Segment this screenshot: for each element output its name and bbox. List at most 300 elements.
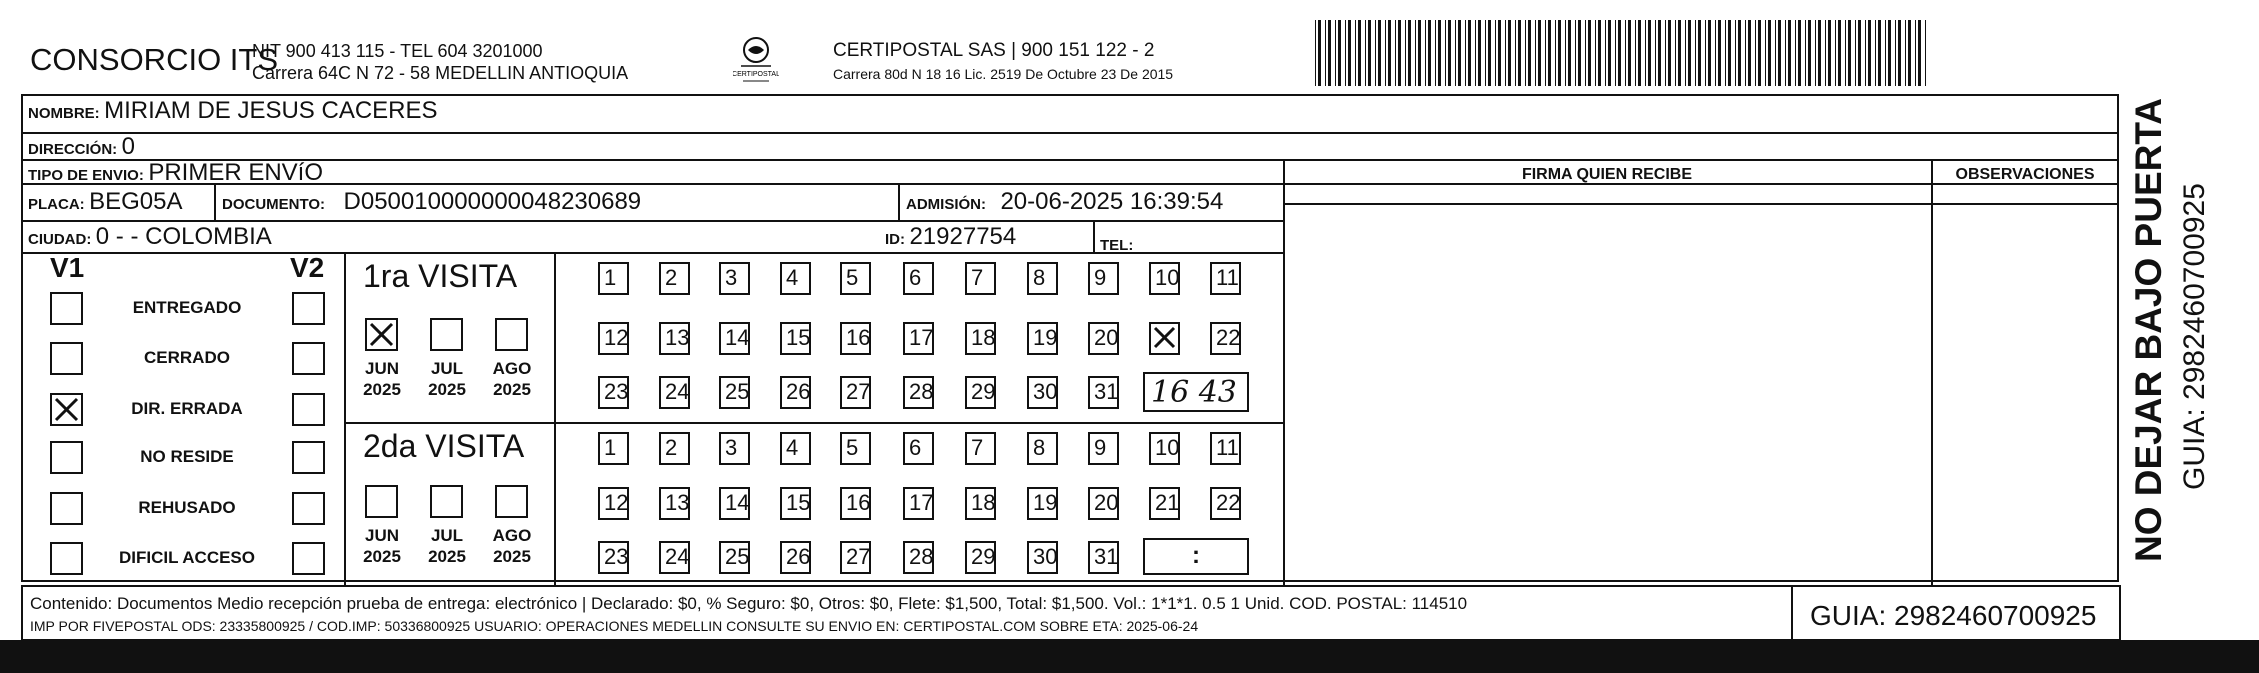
direccion-value: 0 [121, 133, 135, 160]
v2-checkbox[interactable] [292, 542, 325, 575]
barcode-bar [1745, 20, 1746, 86]
day-number: 21 [1155, 490, 1180, 515]
day-number: 27 [846, 544, 871, 569]
barcode-bar [1465, 20, 1466, 86]
day-number: 5 [846, 435, 859, 460]
documento-value: D050010000000048230689 [343, 188, 642, 215]
v1-checkbox[interactable] [50, 542, 83, 575]
divider [554, 252, 556, 585]
barcode-bar [1778, 20, 1781, 86]
day-number: 27 [846, 379, 871, 404]
barcode-bar [1715, 20, 1716, 86]
day-box[interactable] [840, 322, 871, 355]
month-checkbox[interactable] [430, 485, 463, 518]
barcode-bar [1735, 20, 1736, 86]
day-box[interactable] [1149, 322, 1180, 355]
day-box[interactable] [1149, 432, 1180, 465]
month-checkbox[interactable] [365, 485, 398, 518]
day-box[interactable] [840, 432, 871, 465]
id-field [885, 223, 1016, 251]
admision-label: ADMISIÓN: [906, 196, 986, 213]
day-number: 3 [725, 265, 738, 290]
day-number: 18 [971, 325, 996, 350]
admision-field [906, 188, 1223, 216]
day-box[interactable] [1210, 487, 1241, 520]
barcode-bar [1788, 20, 1791, 86]
barcode-bar [1765, 20, 1766, 86]
day-number: 9 [1094, 265, 1107, 290]
day-number: 26 [786, 544, 811, 569]
day-box[interactable] [965, 432, 996, 465]
visit2-time: : [1192, 542, 1200, 569]
barcode-bar [1338, 20, 1341, 86]
divider [21, 585, 2119, 587]
barcode-bar [1515, 20, 1516, 86]
barcode-bar [1318, 20, 1321, 86]
day-box[interactable] [1149, 487, 1180, 520]
month-label: JUN 2025 [363, 359, 401, 399]
barcode-bar [1725, 20, 1726, 86]
barcode-bar [1625, 20, 1626, 86]
day-number: 1 [604, 265, 617, 290]
day-box[interactable] [965, 322, 996, 355]
barcode-bar [1685, 20, 1686, 86]
barcode-bar [1568, 20, 1571, 86]
barcode-bar [1695, 20, 1696, 86]
day-number: 2 [665, 265, 678, 290]
tipo-row [28, 159, 323, 187]
barcode-bar [1895, 20, 1896, 86]
status-label: REHUSADO [138, 498, 236, 517]
barcode-bar [1755, 20, 1756, 86]
barcode-bar [1838, 20, 1841, 86]
day-box[interactable] [598, 262, 629, 295]
day-box[interactable] [903, 541, 934, 574]
barcode-bar [1348, 20, 1351, 86]
ciudad-label: CIUDAD: [28, 231, 92, 248]
v2-checkbox[interactable] [292, 393, 325, 426]
x-mark-icon [367, 320, 396, 349]
barcode-bar [1415, 20, 1416, 86]
day-number: 29 [971, 379, 996, 404]
barcode-bar [1635, 20, 1636, 86]
day-box[interactable] [1027, 432, 1058, 465]
visit1-time: 16 43 [1151, 375, 1237, 410]
company-info [252, 40, 628, 84]
v1-checkbox[interactable] [50, 441, 83, 474]
barcode-bar [1525, 20, 1526, 86]
day-number: 8 [1033, 265, 1046, 290]
v2-checkbox[interactable] [292, 292, 325, 325]
logo-text: CERTIPOSTAL [733, 71, 779, 78]
day-number: 31 [1094, 544, 1119, 569]
barcode-bar [1425, 20, 1426, 86]
barcode-bar [1808, 20, 1811, 86]
divider [21, 585, 23, 639]
barcode-bar [1408, 20, 1411, 86]
day-box[interactable] [780, 487, 811, 520]
day-box[interactable] [965, 376, 996, 409]
day-box[interactable] [719, 487, 750, 520]
barcode-bar [1668, 20, 1671, 86]
barcode-bar [1475, 20, 1476, 86]
day-number: 15 [786, 490, 811, 515]
day-box[interactable] [659, 262, 690, 295]
day-box[interactable] [780, 262, 811, 295]
barcode-bar [1405, 20, 1406, 86]
barcode-bar [1485, 20, 1486, 86]
day-box[interactable] [965, 541, 996, 574]
day-number: 25 [725, 379, 750, 404]
certipostal-logo-icon [733, 32, 779, 86]
barcode-bar [1628, 20, 1631, 86]
direccion-label: DIRECCIÓN: [28, 141, 118, 158]
day-number: 20 [1094, 490, 1119, 515]
day-box[interactable] [719, 322, 750, 355]
barcode-bar [1835, 20, 1836, 86]
day-box[interactable] [840, 487, 871, 520]
v2-checkbox[interactable] [292, 441, 325, 474]
barcode-bar [1445, 20, 1446, 86]
barcode-bar [1655, 20, 1656, 86]
day-number: 30 [1033, 379, 1058, 404]
month-checkbox[interactable] [495, 485, 528, 518]
barcode-bar [1915, 20, 1916, 86]
day-box[interactable] [1088, 541, 1119, 574]
day-box[interactable] [840, 262, 871, 295]
day-box[interactable] [1088, 262, 1119, 295]
barcode-bar [1368, 20, 1371, 86]
day-number: 28 [909, 544, 934, 569]
barcode-bar [1365, 20, 1366, 86]
barcode-bar [1555, 20, 1556, 86]
barcode-bar [1565, 20, 1566, 86]
documento-field [222, 188, 641, 216]
barcode-bar [1375, 20, 1376, 86]
day-number: 29 [971, 544, 996, 569]
barcode-bar [1615, 20, 1616, 86]
carrier-address: Carrera 80d N 18 16 Lic. 2519 De Octubre 23 De 2015 [833, 66, 1174, 82]
id-label: ID: [885, 231, 905, 248]
day-box[interactable] [659, 487, 690, 520]
barcode-bar [1378, 20, 1381, 86]
day-number: 2 [665, 435, 678, 460]
day-box[interactable] [1210, 322, 1241, 355]
month-label: AGO 2025 [492, 359, 532, 399]
barcode-bar [1665, 20, 1666, 86]
day-box[interactable] [598, 541, 629, 574]
day-box[interactable] [598, 432, 629, 465]
barcode-bar [1428, 20, 1431, 86]
day-box[interactable] [965, 487, 996, 520]
day-box[interactable] [719, 432, 750, 465]
day-number: 25 [725, 544, 750, 569]
barcode-bar [1585, 20, 1586, 86]
day-box[interactable] [1027, 541, 1058, 574]
divider [1283, 160, 1285, 585]
day-number: 6 [909, 265, 922, 290]
barcode-bar [1518, 20, 1521, 86]
tel-label: TEL: [1100, 237, 1134, 254]
status-label: ENTREGADO [132, 298, 242, 317]
day-box[interactable] [780, 541, 811, 574]
day-number: 1 [604, 435, 617, 460]
barcode-bar [1448, 20, 1451, 86]
barcode-bar [1335, 20, 1336, 86]
barcode-bar [1588, 20, 1591, 86]
barcode-bar [1775, 20, 1776, 86]
day-box[interactable] [840, 376, 871, 409]
day-box[interactable] [1027, 487, 1058, 520]
barcode-bar [1495, 20, 1496, 86]
side-guia: GUIA: 2982460700925 [2178, 183, 2211, 490]
footer-print-info: IMP POR FIVEPOSTAL ODS: 23335800925 / COD.IMP: 50336800925 USUARIO: OPERACIONES MEDELLIN CONSULTE SU ENVIO EN: CERTIPOSTAL.COM SOBRE ETA: 2025-06-24 [30, 618, 1199, 634]
day-box[interactable] [840, 541, 871, 574]
day-number: 3 [725, 435, 738, 460]
barcode-bar [1825, 20, 1826, 86]
barcode-bar [1358, 20, 1361, 86]
day-box[interactable] [659, 322, 690, 355]
day-box[interactable] [965, 262, 996, 295]
divider [21, 159, 2119, 161]
month-label: JUN 2025 [363, 526, 401, 566]
day-number: 7 [971, 435, 984, 460]
day-box[interactable] [1027, 376, 1058, 409]
day-box[interactable] [1027, 322, 1058, 355]
divider [1093, 220, 1095, 252]
day-number: 4 [786, 265, 799, 290]
barcode-bar [1608, 20, 1611, 86]
day-box[interactable] [719, 541, 750, 574]
day-number: 17 [909, 325, 934, 350]
v1-checkbox[interactable] [50, 292, 83, 325]
barcode [1315, 20, 1931, 86]
barcode-bar [1328, 20, 1331, 86]
day-number: 7 [971, 265, 984, 290]
v2-checkbox[interactable] [292, 492, 325, 525]
day-number: 31 [1094, 379, 1119, 404]
documento-label: DOCUMENTO: [222, 196, 326, 213]
placa-value: BEG05A [89, 188, 183, 215]
barcode-bar [1345, 20, 1346, 86]
divider [2119, 585, 2121, 639]
barcode-bar [1395, 20, 1396, 86]
nombre-row [28, 97, 438, 125]
tipo-value: PRIMER ENVíO [148, 159, 324, 186]
barcode-bar [1595, 20, 1596, 86]
day-box[interactable] [903, 487, 934, 520]
v1-checkbox[interactable] [50, 393, 83, 426]
visit1-time-box[interactable] [1143, 372, 1249, 412]
barcode-bar [1918, 20, 1921, 86]
barcode-bar [1648, 20, 1651, 86]
barcode-bar [1805, 20, 1806, 86]
day-number: 16 [846, 325, 871, 350]
day-number: 22 [1216, 490, 1241, 515]
day-number: 24 [665, 544, 690, 569]
day-box[interactable] [659, 541, 690, 574]
observaciones-header: OBSERVACIONES [1955, 166, 2095, 183]
barcode-bar [1545, 20, 1546, 86]
visit2-title: 2da VISITA [363, 428, 525, 464]
day-number: 11 [1216, 435, 1239, 460]
divider [1283, 203, 2119, 205]
barcode-bar [1885, 20, 1886, 86]
barcode-bar [1688, 20, 1691, 86]
day-number: 23 [604, 544, 629, 569]
barcode-bar [1875, 20, 1876, 86]
bottom-edge [0, 640, 2259, 673]
barcode-bar [1575, 20, 1576, 86]
day-box[interactable] [780, 322, 811, 355]
visit1-title: 1ra VISITA [363, 258, 518, 294]
status-label: DIFICIL ACCESO [118, 548, 255, 567]
divider [898, 183, 900, 220]
day-number: 14 [725, 490, 750, 515]
barcode-bar [1908, 20, 1911, 86]
barcode-bar [1458, 20, 1461, 86]
day-number: 30 [1033, 544, 1058, 569]
day-box[interactable] [903, 432, 934, 465]
barcode-bar [1858, 20, 1861, 86]
barcode-bar [1315, 20, 1316, 86]
day-number: 22 [1216, 325, 1241, 350]
firma-header: FIRMA QUIEN RECIBE [1521, 166, 1693, 183]
day-box[interactable] [659, 376, 690, 409]
day-number: 15 [786, 325, 811, 350]
barcode-bar [1558, 20, 1561, 86]
day-number: 12 [604, 490, 629, 515]
barcode-bar [1398, 20, 1401, 86]
barcode-bar [1888, 20, 1891, 86]
barcode-bar [1638, 20, 1641, 86]
month-label: AGO 2025 [492, 526, 532, 566]
barcode-bar [1355, 20, 1356, 86]
divider [344, 252, 346, 585]
footer-contents: Contenido: Documentos Medio recepción prueba de entrega: electrónico | Declarado: $0, % Seguro: $0, Otros: $0, Flete: $1,500, Total: $1,500. Vol.: 1*1*1. 0.5 1 Unid. COD. POSTAL: 114510 [30, 594, 1468, 613]
day-box[interactable] [1088, 487, 1119, 520]
company-address: Carrera 64C N 72 - 58 MEDELLIN ANTIOQUIA [252, 63, 629, 83]
status-label: NO RESIDE [140, 447, 234, 466]
day-box[interactable] [1210, 432, 1241, 465]
barcode-bar [1385, 20, 1386, 86]
day-box[interactable] [1088, 376, 1119, 409]
id-value: 21927754 [909, 223, 1017, 250]
barcode-bar [1848, 20, 1851, 86]
barcode-bar [1905, 20, 1906, 86]
day-box[interactable] [659, 432, 690, 465]
barcode-bar [1865, 20, 1866, 86]
barcode-bar [1658, 20, 1661, 86]
divider [344, 422, 1283, 424]
day-number: 13 [665, 325, 690, 350]
v2-checkbox[interactable] [292, 342, 325, 375]
divider [1931, 160, 1933, 585]
barcode-bar [1878, 20, 1881, 86]
barcode-bar [1815, 20, 1816, 86]
day-box[interactable] [903, 376, 934, 409]
nombre-value: MIRIAM DE JESUS CACERES [104, 97, 438, 124]
barcode-bar [1438, 20, 1441, 86]
v1-checkbox[interactable] [50, 492, 83, 525]
barcode-bar [1698, 20, 1701, 86]
placa-label: PLACA: [28, 196, 85, 213]
barcode-bar [1795, 20, 1796, 86]
day-number: 28 [909, 379, 934, 404]
month-checkbox[interactable] [365, 318, 398, 351]
day-box[interactable] [598, 322, 629, 355]
barcode-bar [1798, 20, 1801, 86]
barcode-bar [1508, 20, 1511, 86]
divider [1791, 585, 1793, 639]
day-number: 6 [909, 435, 922, 460]
placa-field [28, 188, 183, 216]
day-box[interactable] [903, 322, 934, 355]
day-number: 13 [665, 490, 690, 515]
day-box[interactable] [1088, 322, 1119, 355]
footer-guia: GUIA: 2982460700925 [1810, 600, 2097, 631]
barcode-bar [1478, 20, 1481, 86]
barcode-bar [1845, 20, 1846, 86]
day-number: 10 [1155, 435, 1180, 460]
barcode-bar [1528, 20, 1531, 86]
visit2-time-box[interactable] [1143, 538, 1249, 575]
day-box[interactable] [903, 262, 934, 295]
direccion-row [28, 133, 135, 161]
day-number: 19 [1033, 490, 1058, 515]
barcode-bar [1578, 20, 1581, 86]
barcode-bar [1505, 20, 1506, 86]
barcode-bar [1925, 20, 1926, 86]
v1-label: V1 [50, 252, 85, 283]
day-box[interactable] [1149, 262, 1180, 295]
barcode-bar [1535, 20, 1536, 86]
barcode-bar [1418, 20, 1421, 86]
day-box[interactable] [780, 376, 811, 409]
barcode-bar [1818, 20, 1821, 86]
day-number: 17 [909, 490, 934, 515]
month-checkbox[interactable] [495, 318, 528, 351]
tipo-label: TIPO DE ENVIO: [28, 167, 144, 184]
day-box[interactable] [1088, 432, 1119, 465]
day-number: 16 [846, 490, 871, 515]
day-box[interactable] [1027, 262, 1058, 295]
day-number: 23 [604, 379, 629, 404]
divider [214, 183, 216, 220]
barcode-bar [1678, 20, 1681, 86]
day-box[interactable] [1210, 262, 1241, 295]
day-box[interactable] [598, 487, 629, 520]
barcode-bar [1828, 20, 1831, 86]
day-box[interactable] [780, 432, 811, 465]
barcode-bar [1855, 20, 1856, 86]
v1-checkbox[interactable] [50, 342, 83, 375]
barcode-bar [1455, 20, 1456, 86]
day-box[interactable] [719, 262, 750, 295]
day-box[interactable] [598, 376, 629, 409]
barcode-bar [1705, 20, 1706, 86]
barcode-bar [1468, 20, 1471, 86]
barcode-bar [1618, 20, 1621, 86]
day-box[interactable] [719, 376, 750, 409]
barcode-bar [1738, 20, 1741, 86]
barcode-bar [1538, 20, 1541, 86]
ciudad-field [28, 223, 272, 251]
day-number: 24 [665, 379, 690, 404]
month-checkbox[interactable] [430, 318, 463, 351]
barcode-bar [1435, 20, 1436, 86]
ciudad-value: 0 - - COLOMBIA [95, 223, 272, 250]
